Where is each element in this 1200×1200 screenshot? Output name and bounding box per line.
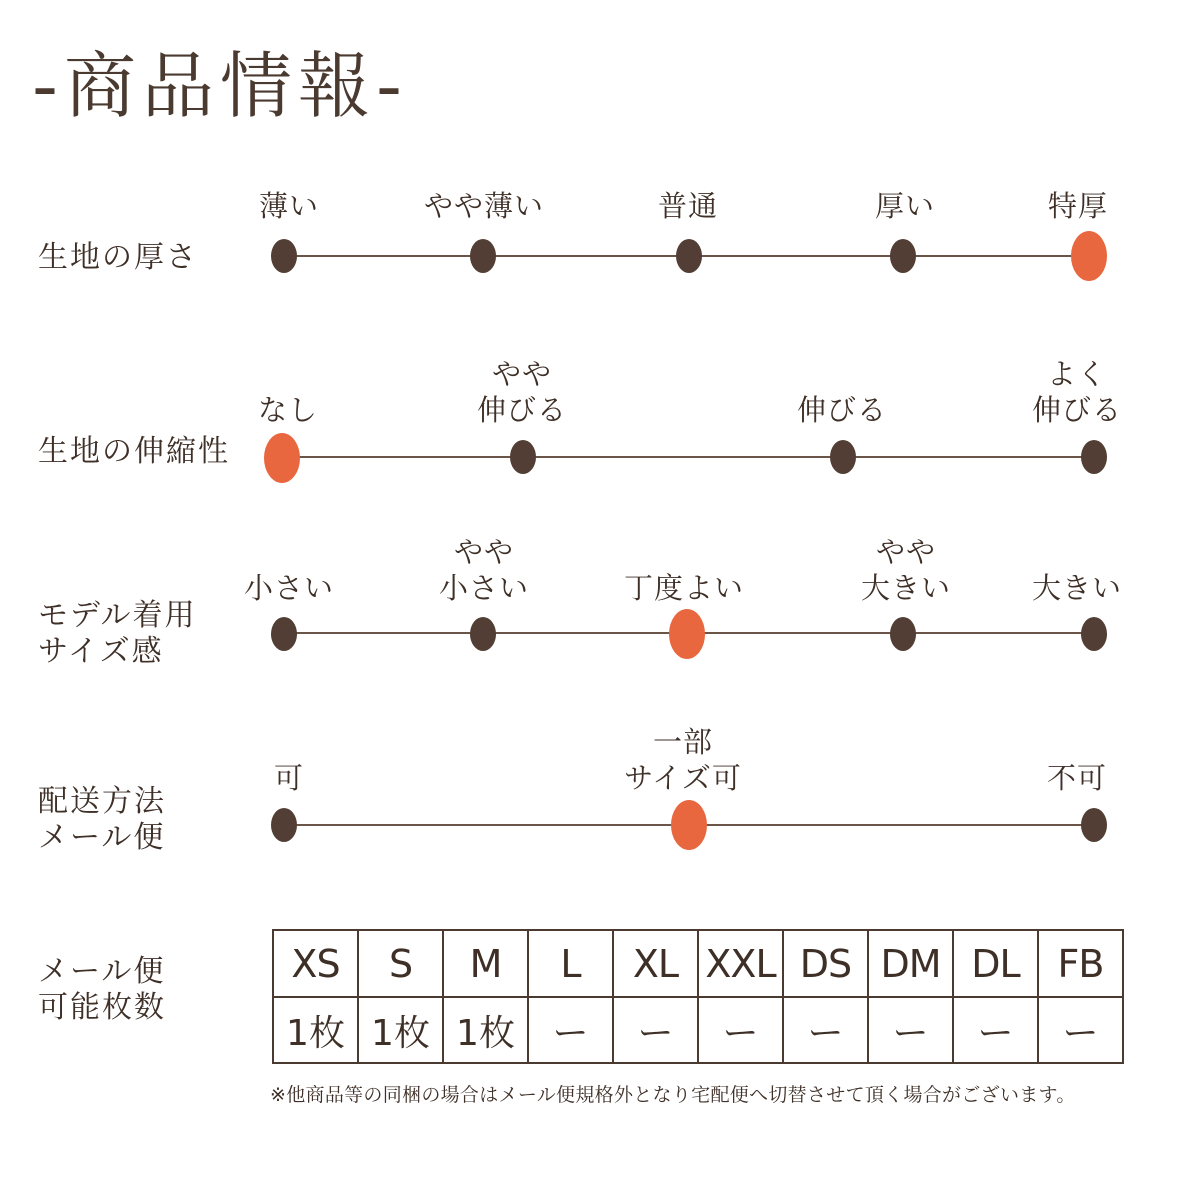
size-feel-option-large: 大きい [1031,571,1123,605]
shipping-label-line-2: メール便 [38,820,166,855]
count-cell-s: 1枚 [358,997,443,1063]
size-feel-dot-large [1081,617,1107,651]
count-cell-xl: ー [613,997,698,1063]
stretch-option-none: なし [257,393,319,427]
thickness-dot-thick [890,239,916,273]
size-cell-xl: XL [613,930,698,997]
thickness-label-line-1: 生地の厚さ [38,240,198,275]
thickness-option-thick: 厚い [874,189,936,223]
size-feel-option-small: 小さい [243,571,335,605]
count-cell-xs: 1枚 [273,997,358,1063]
size-feel-dot-slightly-large [890,617,916,651]
count-cell-l: ー [528,997,613,1063]
shipping-option-available: 可 [273,761,305,795]
thickness-option-thin: 薄い [258,189,320,223]
size-feel-option-slightly-large: やや 大きい [860,535,952,605]
mail-count-table [272,929,1124,1064]
shipping-label-line-1: 配送方法 [38,784,166,819]
count-cell-dl: ー [953,997,1038,1063]
stretch-option-very: よく 伸びる [1031,357,1123,427]
size-feel-option-just-right: 丁度よい [623,571,745,605]
mail-count-label [38,954,166,1026]
count-cell-fb: ー [1038,997,1123,1063]
size-feel-label-line-2: サイズ感 [38,634,164,669]
size-cell-fb: FB [1038,930,1123,997]
thickness-dot-extra-thick-selected [1071,231,1107,281]
stretch-option-slightly: やや 伸びる [476,357,568,427]
stretch-dot-none-selected [264,433,300,483]
shipping-dot-unavailable [1081,808,1107,842]
thickness-option-normal: 普通 [657,189,719,223]
stretch-dot-stretches [830,440,856,474]
thickness-option-extra-thick: 特厚 [1047,189,1109,223]
footnote: ※他商品等の同梱の場合はメール便規格外となり宅配便へ切替させて頂く場合がございます。 [270,1084,1076,1106]
count-row [273,997,1123,1063]
size-feel-option-slightly-small: やや 小さい [438,535,530,605]
size-feel-label [38,598,197,670]
size-cell-s: S [358,930,443,997]
size-cell-xxl: XXL [698,930,783,997]
shipping-option-unavailable: 不可 [1046,761,1108,795]
size-feel-label-line-1: モデル着用 [38,598,197,633]
size-feel-dot-small [271,617,297,651]
size-feel-dot-slightly-small [470,617,496,651]
count-cell-ds: ー [783,997,868,1063]
count-cell-dm: ー [868,997,953,1063]
count-cell-xxl: ー [698,997,783,1063]
mail-count-label-line-1: メール便 [38,954,166,989]
size-cell-ds: DS [783,930,868,997]
count-cell-m: 1枚 [443,997,528,1063]
size-cell-xs: XS [273,930,358,997]
stretch-dot-slightly [510,440,536,474]
thickness-dot-slightly-thin [470,239,496,273]
size-cell-l: L [528,930,613,997]
mail-count-label-line-2: 可能枚数 [38,990,166,1025]
page-title: -商品情報- [32,44,408,128]
stretch-track [282,456,1094,458]
stretch-option-stretches: 伸びる [796,393,888,427]
size-feel-dot-just-right-selected [669,609,705,659]
shipping-label [38,784,166,856]
size-cell-dl: DL [953,930,1038,997]
stretch-label-line-1: 生地の伸縮性 [38,434,230,469]
thickness-label [38,240,198,276]
thickness-dot-thin [271,239,297,273]
shipping-option-some-sizes: 一部 サイズ可 [624,725,742,795]
shipping-dot-available [271,808,297,842]
thickness-dot-normal [676,239,702,273]
stretch-dot-very [1081,440,1107,474]
size-cell-m: M [443,930,528,997]
stretch-label [38,434,230,470]
size-cell-dm: DM [868,930,953,997]
thickness-option-slightly-thin: やや薄い [423,189,545,223]
shipping-dot-some-sizes-selected [671,800,707,850]
size-header-row [273,930,1123,997]
